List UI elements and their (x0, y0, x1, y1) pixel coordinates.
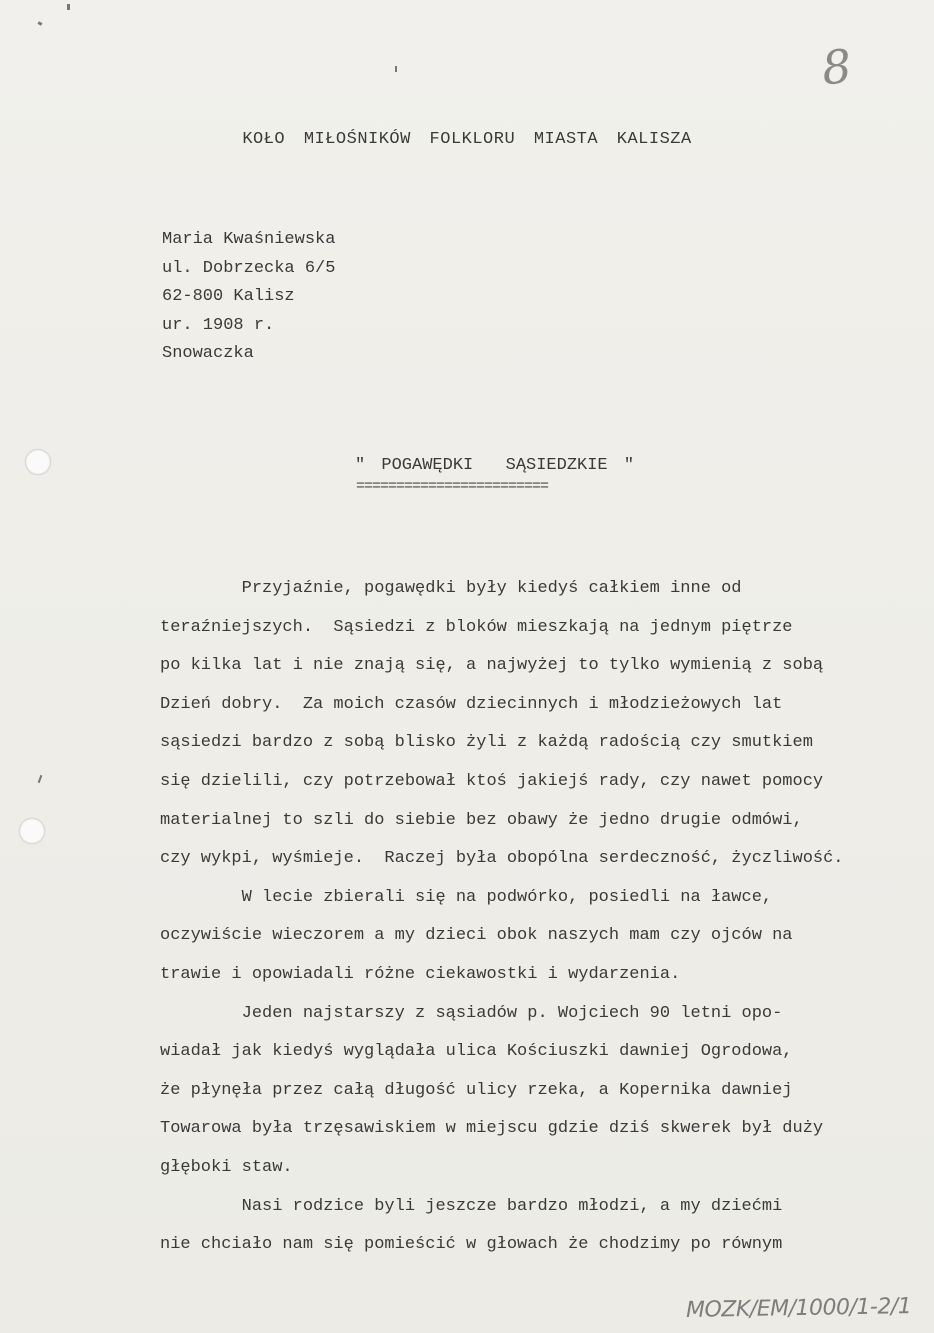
punch-hole (19, 818, 45, 844)
text-line: Przyjaźnie, pogawędki były kiedyś całkiem inne od (160, 579, 742, 598)
paper-speck (38, 21, 43, 26)
text-line: że płynęła przez całą długość ulicy rzeka, a Kopernika dawniej (160, 1080, 793, 1100)
punch-hole (25, 449, 51, 475)
paper-speck (67, 4, 70, 10)
author-city: 62-800 Kalisz (162, 287, 295, 307)
text-line: po kilka lat i nie znają się, a najwyżej to tylko wymienią z sobą (160, 656, 824, 676)
text-line: Nasi rodzice byli jeszcze bardzo młodzi, a my dziećmi (160, 1196, 783, 1216)
author-street: ul. Dobrzecka 6/5 (162, 258, 336, 278)
organization-header: KOŁO MIŁOŚNIKÓW FOLKLORU MIASTA KALISZA (242, 130, 692, 149)
author-birth-year: ur. 1908 r. (162, 315, 275, 335)
text-line: głęboki staw. (160, 1157, 293, 1177)
text-line: czy wykpi, wyśmieje. Raczej była obopólna serdeczność, życzliwość. (160, 849, 844, 869)
paper-speck (395, 66, 397, 72)
text-line: Jeden najstarszy z sąsiadów p. Wojciech 90 letni opo- (160, 1003, 783, 1023)
title-underline: ======================== (356, 478, 549, 495)
archive-signature: MOZK/EM/1000/1-2/1 (685, 1294, 912, 1323)
text-line: trawie i opowiadali różne ciekawostki i wydarzenia. (160, 964, 681, 984)
author-occupation: Snowaczka (162, 344, 254, 364)
text-line: materialnej to szli do siebie bez obawy że jedno drugie odmówi, (160, 810, 803, 830)
author-address-block (162, 226, 335, 369)
text-line: nie chciało nam się pomieścić w głowach że chodzimy po równym (160, 1235, 783, 1255)
text-line: Towarowa była trzęsawiskiem w miejscu gdzie dziś skwerek był duży (160, 1119, 824, 1139)
text-line: wiadał jak kiedyś wyglądała ulica Kościuszki dawniej Ogrodowa, (160, 1042, 793, 1062)
document-title: " POGAWĘDKI SĄSIEDZKIE " (355, 456, 635, 475)
author-name: Maria Kwaśniewska (162, 230, 336, 249)
text-line: sąsiedzi bardzo z sobą blisko żyli z każdą radością czy smutkiem (160, 733, 813, 753)
text-line: oczywiście wieczorem a my dzieci obok naszych mam czy ojców na (160, 926, 793, 946)
body-text (160, 570, 920, 1265)
handwritten-page-number: 8 (819, 38, 855, 96)
paper-speck (38, 775, 43, 783)
text-line: Dzień dobry. Za moich czasów dziecinnych i młodzieżowych lat (160, 694, 783, 714)
text-line: się dzielili, czy potrzebował ktoś jakiejś rady, czy nawet pomocy (160, 771, 824, 791)
text-line: W lecie zbierali się na podwórko, posiedli na ławce, (160, 887, 773, 907)
text-line: teraźniejszych. Sąsiedzi z bloków mieszkają na jednym piętrze (160, 617, 793, 637)
